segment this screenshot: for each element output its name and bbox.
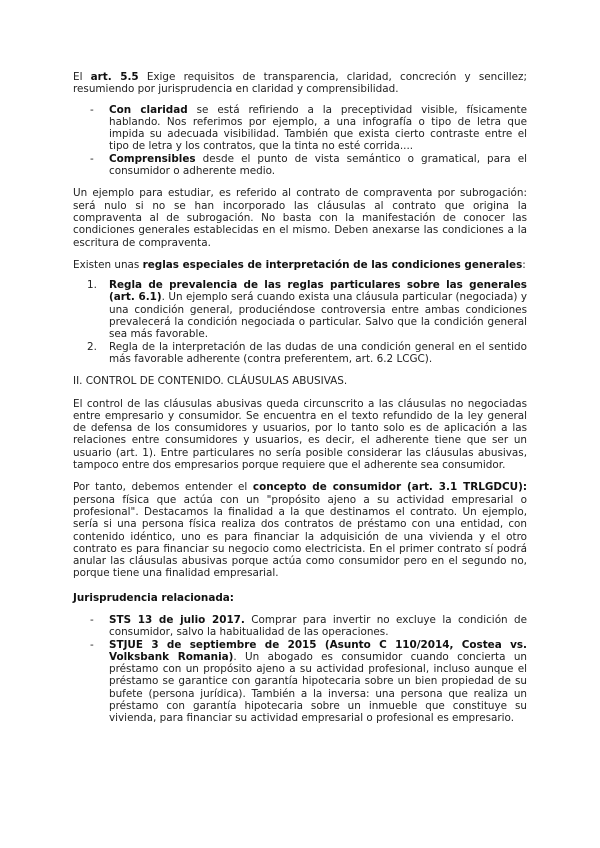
list-item: 1. Regla de prevalencia de las reglas particulares sobre las generales (art. 6.1). Un ejemplo será cuando exista una cláusula particular (negociada) y una condición general, produciéndose controversia entre ambas condiciones prevalecerá la condición negociada o particular. Salvo que la condición general sea más favorable. [87,279,527,341]
paragraph-interpretation-rules: Existen unas reglas especiales de interpretación de las condiciones generales: [73,258,526,271]
list-item: 2. Regla de la interpretación de las dudas de una condición general en el sentido más favorable adherente (contra preferentem, art. 6.2 LCGC). [87,340,527,365]
paragraph-subrogation-example: Un ejemplo para estudiar, es referido al contrato de compraventa por subrogación: será nulo si no se han incorporado las cláusulas al contrato que origina la compraventa al de subrogación. No basta con la manifestación de conocer las condiciones generales establecidas en el mismo. Deben anexarse las condiciones a la escritura de compraventa. [73,187,527,249]
list-item: - Con claridad se está refiriendo a la preceptividad visible, físicamente hablando. Nos referimos por ejemplo, a una infografía o tipo de letra que impida su adecuada visibilidad. También que exista cierto contraste entre el tipo de letra y los contratos, que la tinta no esté corrida.... [73,104,527,153]
paragraph-consumer-concept: Por tanto, debemos entender el concepto de consumidor (art. 3.1 TRLGDCU): persona física que actúa con un "propósito ajeno a su actividad empresarial o profesional". Destacamos la finalidad a la que destinamos el contrato. Un ejemplo, sería si una persona física realiza dos contratos de préstamo con una entidad, con contenido idéntico, uno es para financiar la adquisición de una vivienda y el otro contrato es para financiar su negocio como electricista. En el primer contrato sí podrá anular las cláusulas abusivas porque actúa como consumidor pero en el segundo no, porque tiene una finalidad empresarial. [73,481,527,580]
paragraph-art-5-5: El art. 5.5 Exige requisitos de transparencia, claridad, concreción y sencillez; resumiendo por jurisprudencia en claridad y comprensibilidad. [73,71,527,96]
interpretation-rules-list [73,279,527,365]
art-reference: art. 5.5 [90,71,139,83]
paragraph-abusive-clauses: El control de las cláusulas abusivas queda circunscrito a las cláusulas no negociadas entre empresario y consumidor. Se encuentra en el texto refundido de la ley general de defensa de los consumidores y usuarios, por lo tanto solo es de aplicación a las relaciones entre consumidores y usuarios, es decir, el adherente tiene que ser un usuario (art. 1). Entre particulares no sería posible considerar las cláusulas abusivas, tampoco entre dos empresarios porque requiere que el adherente sea consumidor. [73,397,527,472]
section-heading: II. CONTROL DE CONTENIDO. CLÁUSULAS ABUSIVAS. [73,375,348,388]
list-item: - Comprensibles desde el punto de vista semántico o gramatical, para el consumidor o adherente medio. [73,153,527,178]
list-item: - STS 13 de julio 2017. Comprar para invertir no excluye la condición de consumidor, salvo la habitualidad de las operaciones. [73,614,527,639]
jurisprudence-list [73,614,527,725]
list-item: - STJUE 3 de septiembre de 2015 (Asunto C 110/2014, Costea vs. Volksbank Romania). Un abogado es consumidor cuando concierta un préstamo con un propósito ajeno a su actividad profesional, incluso aunque el préstamo se garantice con garantía hipotecaria sobre un bien propiedad de su bufete (persona jurídica). También a la inversa: una persona que realiza un préstamo con garantía hipotecaria sobre un inmueble que constituye su vivienda, para financiar su actividad empresarial o profesional es empresario. [73,639,527,725]
jurisprudence-title: Jurisprudencia relacionada: [73,591,234,604]
clarity-list [73,104,527,178]
